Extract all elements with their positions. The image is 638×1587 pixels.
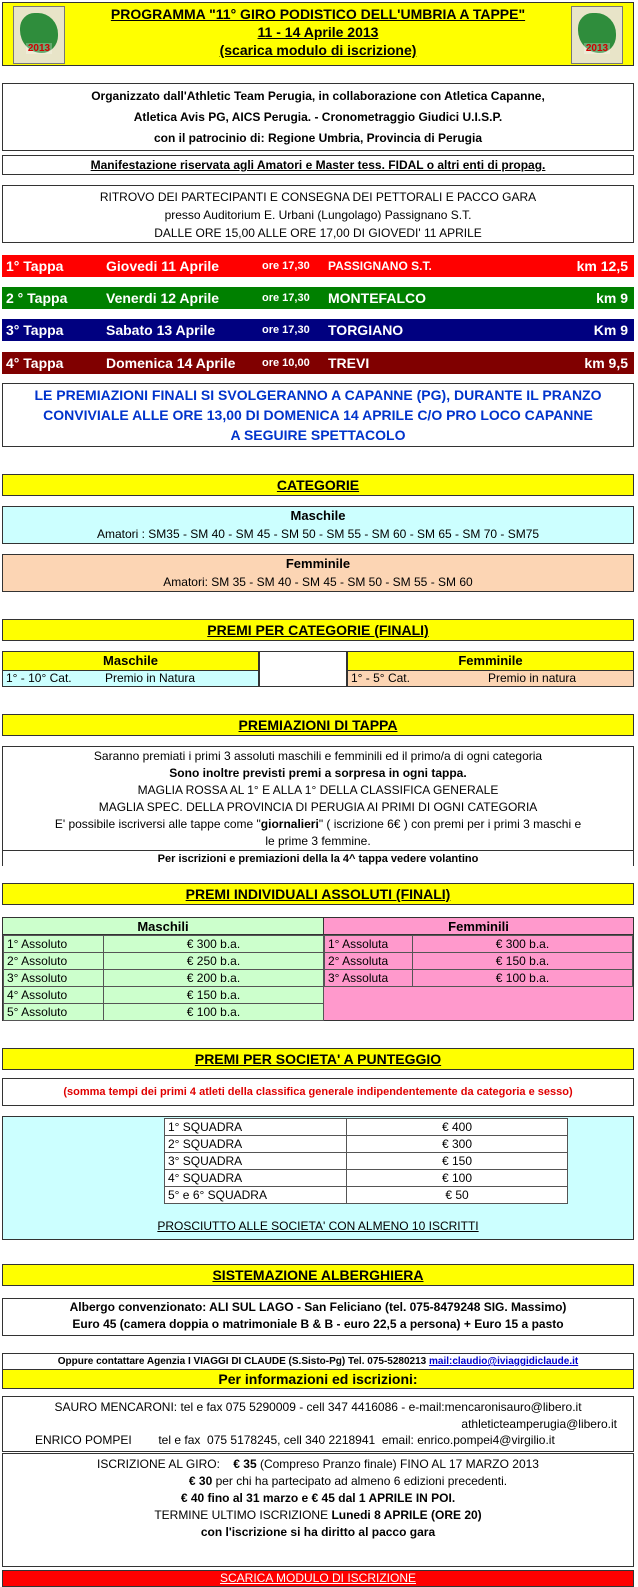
contact-line: SAURO MENCARONI: tel e fax 075 5290009 - cell 347 4416086 - e-mail:mencaronisauro@libero.it	[54, 1400, 582, 1414]
table-row: 1° SQUADRA € 400	[165, 1119, 568, 1136]
pack-line: con l'iscrizione si ha diritto al pacco gara	[200, 1525, 436, 1539]
male-prize-title: Maschile	[3, 652, 258, 671]
table-row: 5° Assoluto € 100 b.a.	[4, 1004, 324, 1021]
female-prize-type: Premio in natura	[488, 671, 577, 685]
table-row: 3° SQUADRA € 150	[165, 1153, 568, 1170]
table-row: 1° Assoluta € 300 b.a.	[325, 936, 633, 953]
table-row: 5° e 6° SQUADRA € 50	[165, 1187, 568, 1204]
info-header: Per informazioni ed iscrizioni:	[2, 1369, 634, 1389]
fourth-stage-note: Per iscrizioni e premiazioni della la 4^ tappa vedere volantino	[3, 850, 633, 868]
contact-line: ENRICO POMPEI tel e fax 075 5178245, cell 340 2218941 email: enrico.pompei4@virgilio.it	[35, 1433, 555, 1447]
stage-name: 3° Tappa	[6, 322, 64, 338]
meeting-line: presso Auditorium E. Urbani (Lungolago) Passignano S.T.	[164, 208, 472, 222]
female-individual-title: Femminili	[324, 918, 633, 935]
table-row: 2° SQUADRA € 300	[165, 1136, 568, 1153]
daily-registration-line: E' possibile iscriversi alle tappe come "giornalieri" ( iscrizione 6€ ) con premi per i primi 3 maschi e	[54, 817, 582, 831]
male-prize-range: 1° - 10° Cat.	[6, 671, 72, 685]
deadline-line: TERMINE ULTIMO ISCRIZIONE Lunedi 8 APRILE (ORE 20)	[154, 1508, 482, 1522]
stage-distance: km 9	[596, 290, 628, 306]
agency-email-link[interactable]: mail:claudio@iviaggidiclaude.it	[428, 1356, 579, 1367]
team-prizes-subtitle: (somma tempi dei primi 4 atleti della classifica generale indipendentemente da categoria e sesso)	[2, 1078, 634, 1106]
fee-line: € 30 per chi ha partecipato ad almeno 6 edizioni precedenti.	[188, 1474, 508, 1488]
stage-day: Sabato 13 Aprile	[106, 322, 216, 338]
male-categories	[2, 506, 634, 544]
meeting-line: DALLE ORE 15,00 ALLE ORE 17,00 DI GIOVEDI' 11 APRILE	[154, 226, 482, 240]
stage-awards-header: PREMIAZIONI DI TAPPA	[2, 714, 634, 736]
agency-note: Oppure contattare Agenzia I VIAGGI DI CLAUDE (S.Sisto-Pg) Tel. 075-5280213 mail:claudio@iviaggidiclaude.it	[2, 1353, 634, 1369]
female-category-prize	[347, 651, 634, 687]
meeting-box	[2, 185, 634, 243]
organizers-line: Organizzato dall'Athletic Team Perugia, in collaborazione con Atletica Capanne,	[91, 89, 545, 103]
stage-awards-line: Sono inoltre previsti premi a sorpresa in ogni tappa.	[169, 766, 467, 780]
stage-row	[2, 287, 634, 309]
race-logo-right: 2013	[571, 6, 623, 64]
organizers-line: Atletica Avis PG, AICS Perugia. - Cronometraggio Giudici U.I.S.P.	[133, 110, 503, 124]
download-form-button[interactable]: SCARICA MODULO DI ISCRIZIONE	[2, 1570, 634, 1587]
fee-line: ISCRIZIONE AL GIRO: € 35 (Compreso Pranzo finale) FINO AL 17 MARZO 2013	[97, 1457, 539, 1471]
stage-day: Venerdi 12 Aprile	[106, 290, 220, 306]
stage-place: TREVI	[328, 355, 370, 371]
organizers-line: con il patrocinio di: Regione Umbria, Provincia di Perugia	[153, 131, 483, 145]
event-dates: 11 - 14 Aprile 2013	[257, 24, 379, 40]
category-prizes-box	[2, 651, 634, 687]
female-categories	[2, 554, 634, 592]
table-row: 4° Assoluto € 150 b.a.	[4, 987, 324, 1004]
stage-distance: km 9,5	[584, 355, 628, 371]
male-individual-table	[3, 935, 324, 1021]
fees-box	[2, 1453, 634, 1567]
stage-place: MONTEFALCO	[328, 290, 426, 306]
stage-time: ore 10,00	[262, 357, 310, 369]
meeting-line: RITROVO DEI PARTECIPANTI E CONSEGNA DEI PETTORALI E PACCO GARA	[99, 190, 537, 204]
female-categories-list: Amatori: SM 35 - SM 40 - SM 45 - SM 50 - SM 55 - SM 60	[163, 575, 473, 589]
stage-day: Domenica 14 Aprile	[106, 355, 236, 371]
male-individual-title: Maschili	[3, 918, 324, 935]
hotel-box	[2, 1298, 634, 1336]
contacts-box	[2, 1396, 634, 1452]
male-category-prize	[2, 651, 259, 687]
race-logo-left: 2013	[13, 6, 65, 64]
female-individual-table	[324, 935, 633, 987]
stage-place: PASSIGNANO S.T.	[328, 259, 432, 273]
table-row: 3° Assoluto € 200 b.a.	[4, 970, 324, 987]
stage-day: Giovedi 11 Aprile	[106, 258, 220, 274]
organizers-box	[2, 83, 634, 151]
final-awards-line: LE PREMIAZIONI FINALI SI SVOLGERANNO A CAPANNE (PG), DURANTE IL PRANZO	[34, 387, 602, 403]
daily-registration-line-2: le prime 3 femmine.	[265, 834, 371, 848]
stage-time: ore 17,30	[262, 324, 310, 336]
female-prize-range: 1° - 5° Cat.	[351, 671, 410, 685]
stage-name: 2 ° Tappa	[6, 290, 68, 306]
stage-awards-line: MAGLIA ROSSA AL 1° E ALLA 1° DELLA CLASSIFICA GENERALE	[137, 783, 499, 797]
team-prizes-box	[2, 1116, 634, 1240]
stage-awards-line: MAGLIA SPEC. DELLA PROVINCIA DI PERUGIA AI PRIMI DI OGNI CATEGORIA	[98, 800, 538, 814]
contact-email: athleticteamperugia@libero.it	[461, 1417, 617, 1431]
categories-header: CATEGORIE	[2, 474, 634, 496]
female-prize-title: Femminile	[348, 652, 633, 671]
stage-distance: km 12,5	[576, 258, 628, 274]
final-awards-line: CONVIVIALE ALLE ORE 13,00 DI DOMENICA 14 APRILE C/O PRO LOCO CAPANNE	[43, 407, 593, 423]
male-categories-list: Amatori : SM35 - SM 40 - SM 45 - SM 50 - SM 55 - SM 60 - SM 65 - SM 70 - SM75	[96, 527, 540, 541]
team-prizes-header: PREMI PER SOCIETA' A PUNTEGGIO	[2, 1048, 634, 1070]
final-awards-box	[2, 383, 634, 447]
stage-name: 1° Tappa	[6, 258, 64, 274]
final-awards-line: A SEGUIRE SPETTACOLO	[230, 427, 406, 443]
category-prizes-header: PREMI PER CATEGORIE (FINALI)	[2, 619, 634, 641]
individual-prizes-table	[2, 917, 634, 1021]
hotel-line: Albergo convenzionato: ALI SUL LAGO - San Feliciano (tel. 075-8479248 SIG. Massimo)	[69, 1300, 567, 1314]
table-row: 4° SQUADRA € 100	[165, 1170, 568, 1187]
stage-name: 4° Tappa	[6, 355, 64, 371]
hotel-header: SISTEMAZIONE ALBERGHIERA	[2, 1264, 634, 1286]
stage-time: ore 17,30	[262, 292, 310, 304]
category-prize-gap	[259, 651, 347, 687]
table-row: 2° Assoluta € 150 b.a.	[325, 953, 633, 970]
page-title: PROGRAMMA "11° GIRO PODISTICO DELL'UMBRIA A TAPPE"	[110, 6, 526, 22]
stage-row	[2, 319, 634, 341]
stage-awards-box	[2, 746, 634, 866]
stage-awards-line: Saranno premiati i primi 3 assoluti maschili e femminili ed il primo/a di ogni categoria	[93, 749, 543, 763]
team-prizes-table	[164, 1118, 568, 1204]
hotel-line: Euro 45 (camera doppia o matrimoniale B & B - euro 22,5 a persona) + Euro 15 a pasto	[72, 1317, 564, 1331]
female-categories-title: Femminile	[285, 556, 351, 571]
header-banner	[2, 2, 634, 66]
stage-row	[2, 255, 634, 277]
download-form-link[interactable]: (scarica modulo di iscrizione)	[219, 42, 417, 58]
table-row: 1° Assoluto € 300 b.a.	[4, 936, 324, 953]
fee-line: € 40 fino al 31 marzo e € 45 dal 1 APRILE IN POI.	[180, 1491, 456, 1505]
table-row: 2° Assoluto € 250 b.a.	[4, 953, 324, 970]
reserved-note: Manifestazione riservata agli Amatori e Master tess. FIDAL o altri enti di propag.	[2, 155, 634, 175]
male-categories-title: Maschile	[290, 508, 346, 523]
male-prize-type: Premio in Natura	[105, 671, 196, 685]
stage-time: ore 17,30	[262, 260, 310, 272]
individual-prizes-header: PREMI INDIVIDUALI ASSOLUTI (FINALI)	[2, 883, 634, 905]
table-row: 3° Assoluta € 100 b.a.	[325, 970, 633, 987]
stage-row	[2, 352, 634, 374]
stage-place: TORGIANO	[328, 322, 404, 338]
stage-distance: Km 9	[593, 322, 628, 338]
ham-note: PROSCIUTTO ALLE SOCIETA' CON ALMENO 10 ISCRITTI	[157, 1219, 479, 1233]
